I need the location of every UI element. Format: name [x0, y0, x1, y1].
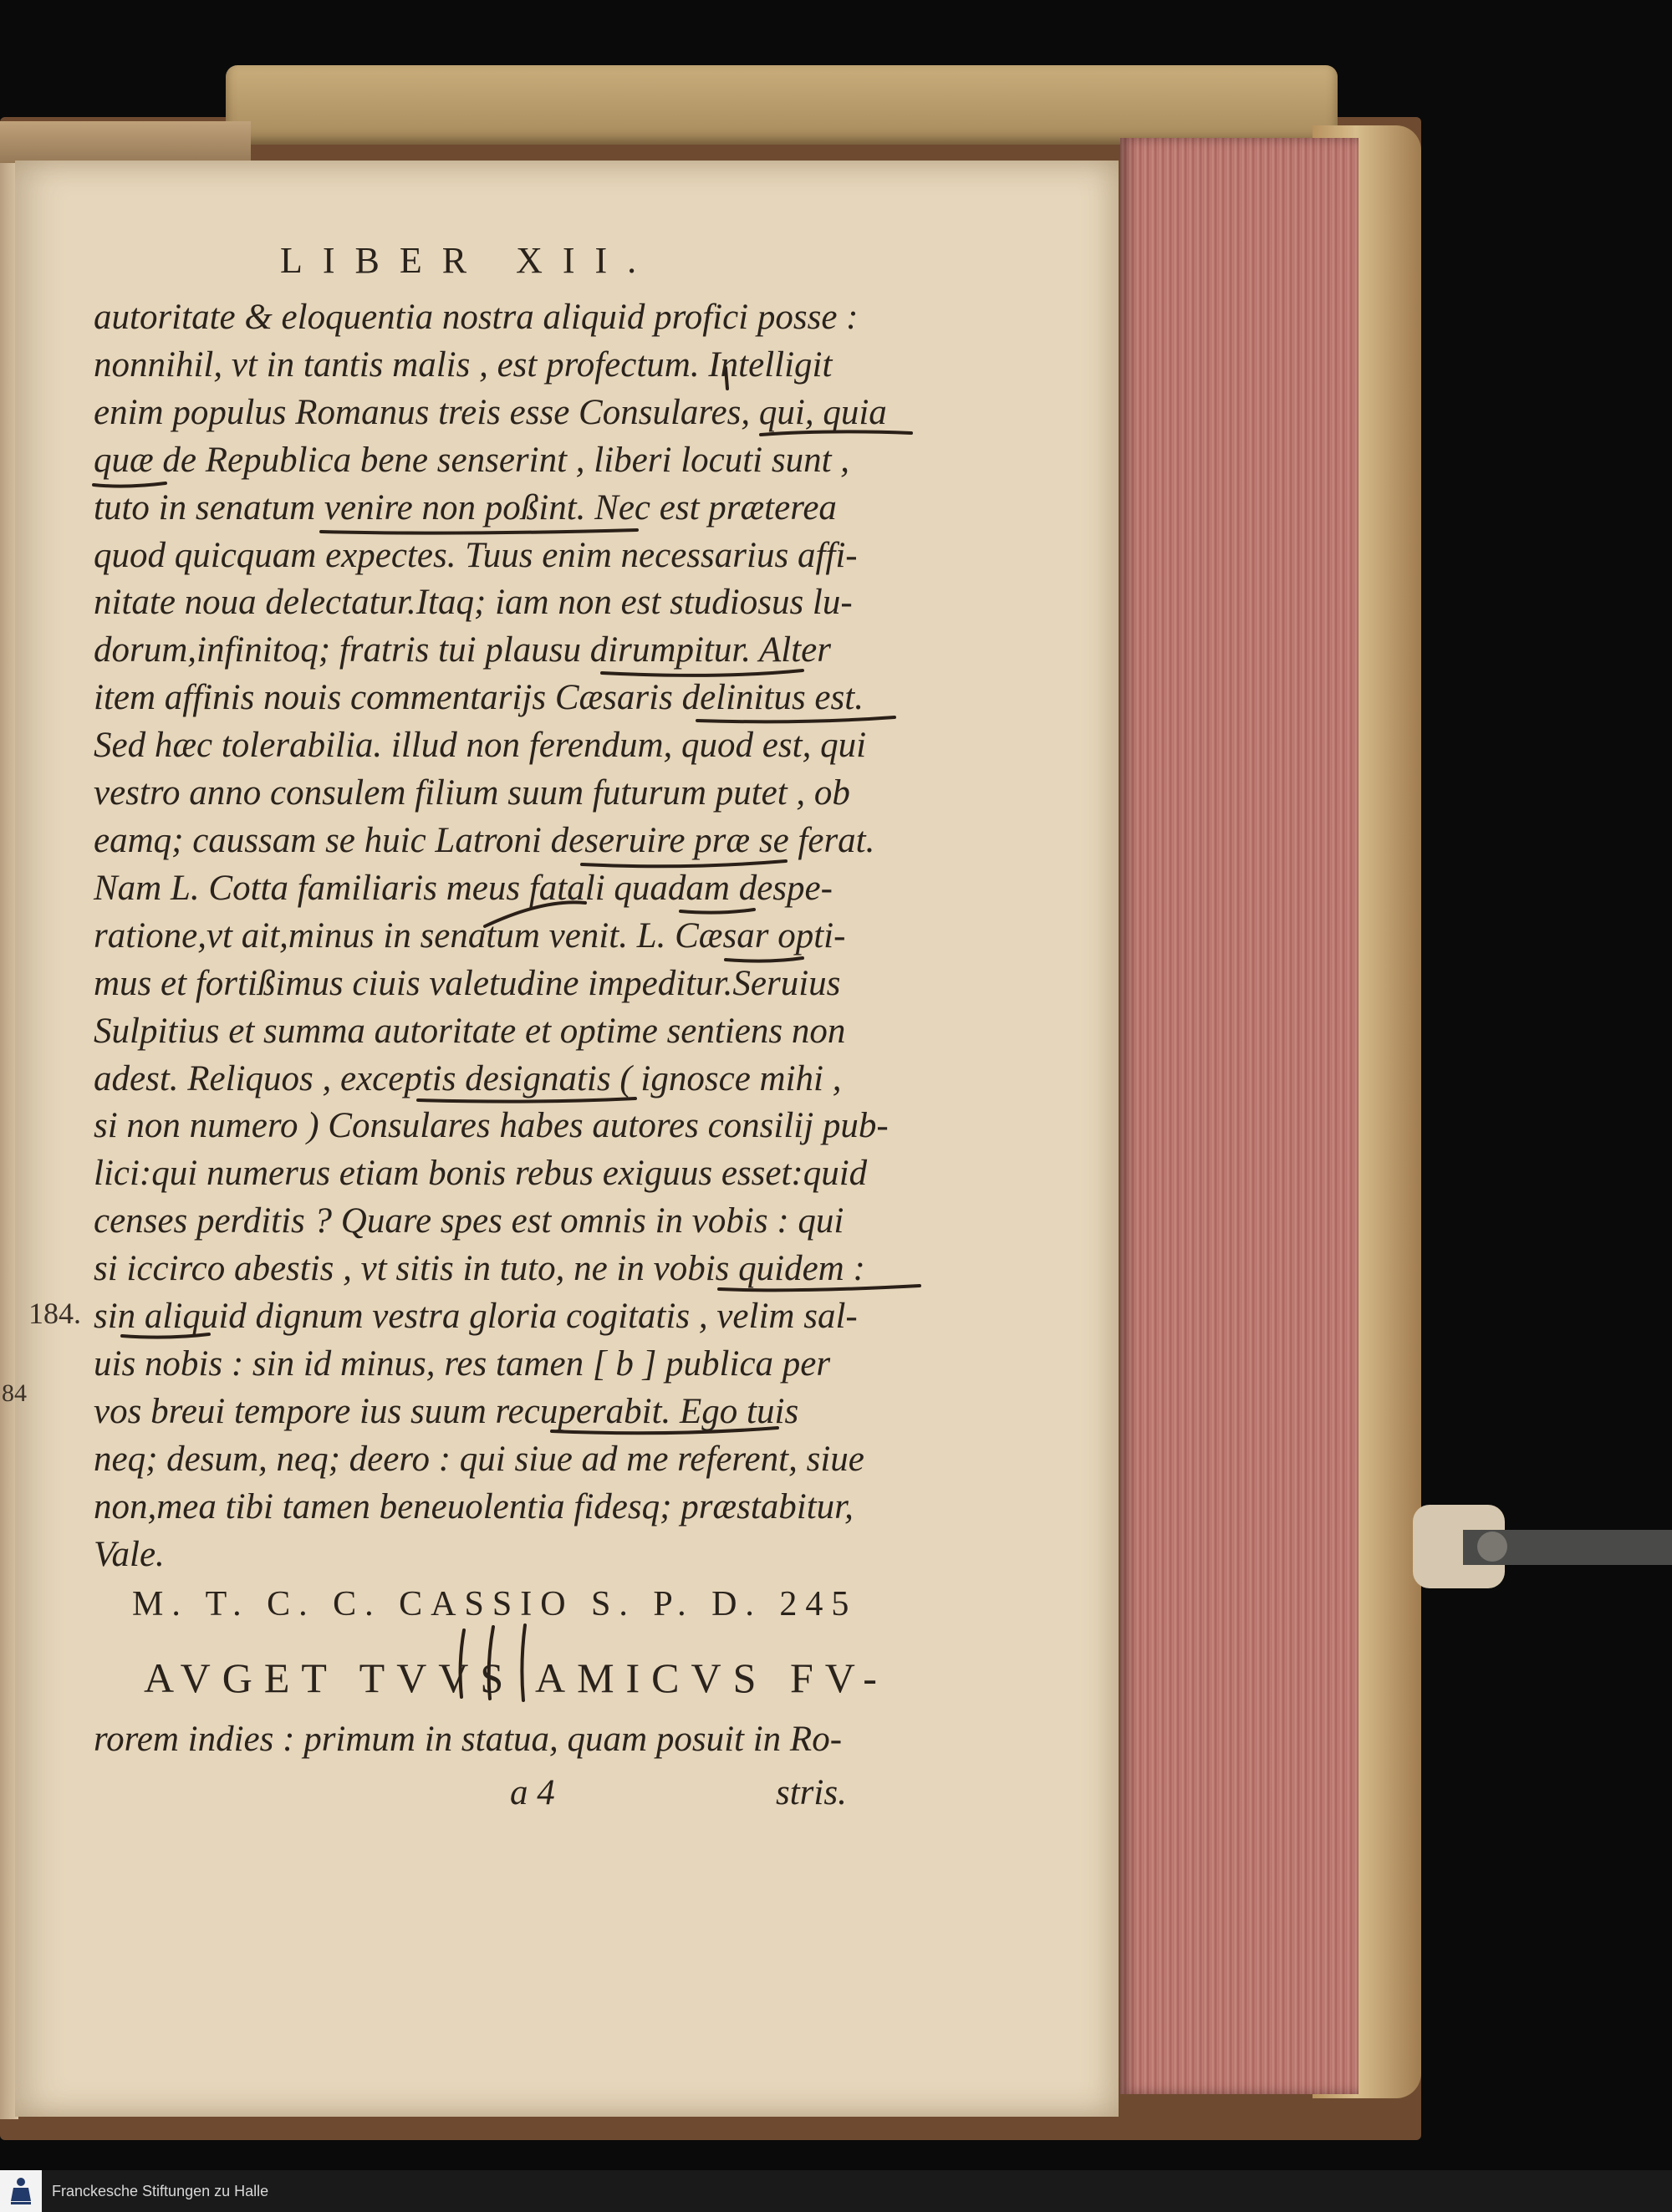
text-line: autoritate & eloquentia nostra aliquid profici posse : — [94, 298, 859, 337]
text-line: ratione,vt ait,minus in senatum venit. L. Cæsar opti- — [94, 915, 846, 956]
footer-bar — [0, 2170, 1672, 2212]
text-line: censes perditis ? Quare spes est omnis in vobis : qui — [94, 1201, 844, 1241]
signature-mark: a 4 — [510, 1773, 555, 1812]
text-line: sin aliquid dignum vestra gloria cogitatis , velim sal- — [94, 1297, 858, 1337]
text-line: nitate noua delectatur.Itaq; iam non est studiosus lu- — [94, 583, 853, 623]
francke-foundation-logo-icon — [0, 2170, 42, 2212]
text-line: non,mea tibi tamen beneuolentia fidesq; præstabitur, — [94, 1486, 854, 1526]
text-line: Nam L. Cotta familiaris meus fatali quadam despe- — [94, 868, 833, 908]
margin-note: 184. — [28, 1297, 81, 1330]
text-line: uis nobis : sin id minus, res tamen [ b ] publica per — [94, 1343, 831, 1384]
text-line: nonnihil, vt in tantis malis , est profectum. Intelligit — [94, 344, 833, 385]
text-line: tuto in senatum venire non poßint. Nec est præterea — [94, 487, 837, 528]
text-line: adest. Reliquos , exceptis designatis ( ignosce mihi , — [94, 1058, 842, 1098]
text-line: mus et fortißimus ciuis valetudine impeditur.Seruius — [94, 963, 841, 1003]
text-line: vos breui tempore ius suum recuperabit. Ego tuis — [94, 1391, 799, 1431]
text-line: dorum,infinitoq; fratris tui plausu dirumpitur. Alter — [94, 630, 832, 670]
letter-heading: M. T. C. C. CASSIO S. P. D. 245 — [132, 1585, 858, 1623]
letter-opening: AVGET TVVS AMICVS FV- — [144, 1654, 889, 1701]
text-line: quod quicquam expectes. Tuus enim necessarius affi- — [94, 535, 858, 575]
text-line: Vale. — [94, 1534, 165, 1574]
book-clasp-icon — [1413, 1505, 1672, 1588]
catchword: stris. — [776, 1773, 847, 1812]
letter-body-line: rorem indies : primum in statua, quam posuit in Ro- — [94, 1720, 843, 1759]
text-line: Sulpitius et summa autoritate et optime sentiens non — [94, 1011, 846, 1051]
text-line: neq; desum, neq; deero : qui siue ad me referent, siue — [94, 1439, 864, 1479]
footer-institution: Franckesche Stiftungen zu Halle — [52, 2182, 269, 2199]
text-line: si non numero ) Consulares habes autores consilij pub- — [94, 1106, 889, 1146]
text-line: Sed hæc tolerabilia. illud non ferendum, quod est, qui — [94, 726, 867, 766]
margin-note-secondary: 84 — [2, 1379, 27, 1407]
text-line: item affinis nouis commentarijs Cæsaris delinitus est. — [94, 678, 864, 718]
text-line: eamq; caussam se huic Latroni deseruire præ se ferat. — [94, 820, 875, 860]
text-line: si iccirco abestis , vt sitis in tuto, ne in vobis quidem : — [94, 1249, 865, 1289]
text-line: vestro anno consulem filium suum futurum putet , ob — [94, 773, 850, 813]
running-head: LIBER XII. — [280, 240, 657, 281]
text-line: enim populus Romanus treis esse Consulares, qui, quia — [94, 392, 887, 432]
text-line: lici:qui numerus etiam bonis rebus exiguus esset:quid — [94, 1154, 868, 1194]
text-line: quæ de Republica bene senserint , liberi locuti sunt , — [94, 440, 850, 480]
